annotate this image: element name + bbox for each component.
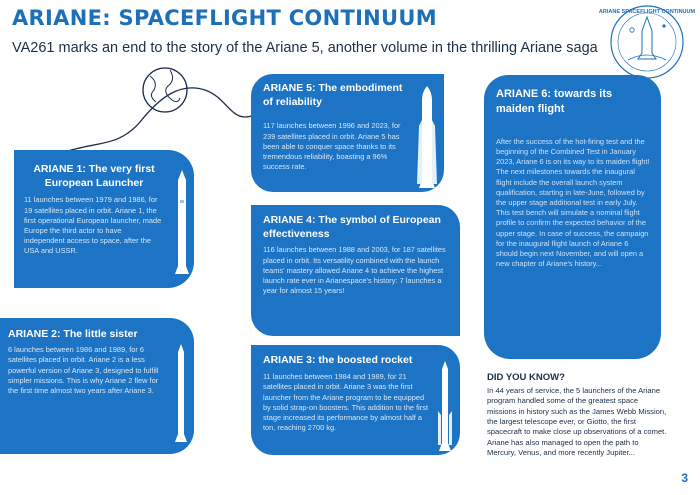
- card-ariane-6: [484, 75, 661, 359]
- rocket-icon: [174, 170, 190, 282]
- card-ariane-2-body: 6 launches between 1986 and 1989, for 6 satellites placed in orbit. Ariane 2 is a less powerful version of Ariane 3, designed to fulfill simpler missions. This is why Ariane 2 flew for the first time almost two years after Ariane 3.: [8, 345, 159, 396]
- card-ariane-1-title: ARIANE 1: The very first European Launcher: [33, 163, 155, 190]
- ariane-continuum-logo: [598, 2, 696, 82]
- logo-text: ARIANE SPACEFLIGHT CONTINUUM: [598, 9, 696, 15]
- rocket-icon: [174, 344, 188, 448]
- card-ariane-2-title: ARIANE 2: The little sister: [8, 328, 138, 340]
- card-ariane-3: [251, 345, 460, 455]
- card-ariane-1-body: 11 launches between 1979 and 1986, for 19 satellites placed in orbit. Ariane 1, the first operational European launcher, made Europe the third actor to have independent access to space, after the USA and USSR.: [24, 195, 162, 256]
- card-ariane-4-body: 116 launches between 1988 and 2003, for 187 satellites placed in orbit. Its versatility combined with the launch teams' mastery allowed Ariane 4 to achieve the highest launch rate ever in Arianespace's history: 7 launches a year for almost 15 years!: [263, 245, 446, 296]
- page-subtitle: VA261 marks an end to the story of the Ariane 5, another volume in the thrilling Ariane saga: [12, 40, 598, 56]
- card-ariane-6-title: ARIANE 6: towards its maiden flight: [496, 88, 613, 115]
- card-ariane-3-title: ARIANE 3: the boosted rocket: [263, 354, 413, 366]
- card-ariane-5: [251, 74, 444, 192]
- card-ariane-2: [0, 318, 194, 454]
- card-ariane-4: [251, 205, 460, 336]
- rocket-icon: [436, 361, 454, 453]
- card-ariane-1: [14, 150, 194, 288]
- card-ariane-4-title: ARIANE 4: The symbol of European effectiveness: [263, 214, 441, 241]
- card-ariane-5-body: 117 launches between 1996 and 2023, for 239 satellites placed in orbit. Ariane 5 has been able to conquer space thanks to its tremendous reliability, boasting a 96% success rate.: [263, 121, 401, 172]
- page-title: ARIANE: SPACEFLIGHT CONTINUUM: [12, 6, 437, 30]
- rocket-icon: [416, 86, 438, 190]
- did-you-know-title: DID YOU KNOW?: [487, 372, 565, 383]
- page-number: 3: [681, 471, 688, 485]
- card-ariane-3-body: 11 launches between 1984 and 1989, for 21 satellites placed in orbit. Ariane 3 was the first launcher from the Ariane program to be equipped by solid strap-on boosters. This addition to the first stage increased its performance by almost half a ton, reaching 2700 kg.: [263, 372, 429, 433]
- did-you-know-box: [487, 372, 667, 458]
- card-ariane-6-body: After the success of the hot-firing test and the beginning of the Combined Test in January 2023, Ariane 6 is on its way to its maiden flight! The next milestones towards the inaugural flight include the overall launch system qualification, starting in late-June, followed by the upper stage additional test in early July. This test bench will simulate a nominal flight profile to confirm the expected behavior of the upper stage. In case of success, the campaign for the inaugural flight launch of Ariane 6 should begin next November, and will open a new chapter of Ariane's history...: [496, 136, 650, 269]
- did-you-know-body: In 44 years of service, the 5 launchers of the Ariane program handled some of the greatest space missions in history such as the James Webb Mission, the largest telescope ever, or Giotto, the first spacecraft to make close up observations of a comet. Ariane has also managed to open the path to Mercury, Venus, and more recently Jupiter...: [487, 386, 667, 457]
- card-ariane-5-title: ARIANE 5: The embodiment of reliability: [263, 82, 403, 109]
